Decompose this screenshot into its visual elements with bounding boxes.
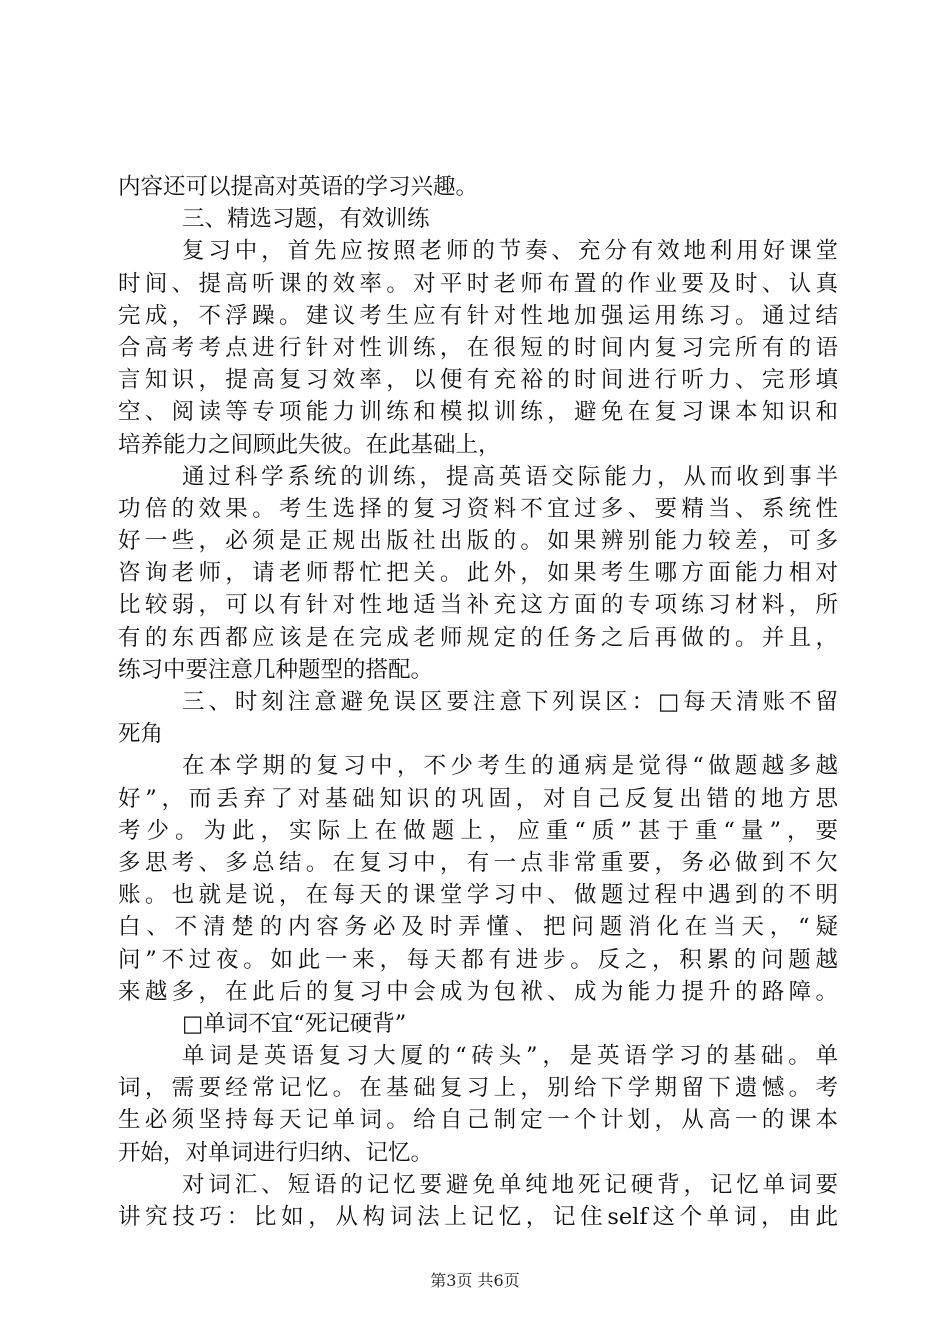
text-line: 复习中，首先应按照老师的节奏、充分有效地利用好课堂 [182, 238, 838, 265]
text-line: 通过科学系统的训练，提高英语交际能力，从而收到事半 [182, 463, 838, 490]
text-line: 来越多，在此后的复习中会成为包袱、成为能力提升的路障。 [118, 978, 838, 1005]
text-line: 好”，而丢弃了对基础知识的巩固，对自己反复出错的地方思 [118, 785, 838, 812]
text-line: 生必须坚持每天记单词。给自己制定一个计划，从高一的课本 [118, 1107, 838, 1134]
text-line: 合高考考点进行针对性训练，在很短的时间内复习完所有的语 [118, 334, 838, 361]
text-line: 好一些，必须是正规出版社出版的。如果辨别能力较差，可多 [118, 528, 838, 555]
text-line: 单词是英语复习大厦的“砖头”，是英语学习的基础。单 [182, 1043, 838, 1070]
section-heading: 三、精选习题，有效训练 [182, 206, 430, 233]
text-line: 死角 [118, 721, 164, 748]
text-line: 词，需要经常记忆。在基础复习上，别给下学期留下遗憾。考 [118, 1075, 838, 1102]
text-line: 完成，不浮躁。建议考生应有针对性地加强运用练习。通过结 [118, 302, 838, 329]
text-line: 培养能力之间顾此失彼。在此基础上， [118, 431, 501, 458]
text-line: 比较弱，可以有针对性地适当补充这方面的专项练习材料，所 [118, 592, 838, 619]
body-text [118, 171, 838, 1233]
text-line: 空、阅读等专项能力训练和模拟训练，避免在复习课本知识和 [118, 399, 838, 426]
text-line: 练习中要注意几种题型的搭配。 [118, 656, 434, 683]
text-line: 账。也就是说，在每天的课堂学习中、做题过程中遇到的不明 [118, 882, 838, 909]
text-line: 多思考、多总结。在复习中，有一点非常重要，务必做到不欠 [118, 849, 838, 876]
text-line: 咨询老师，请老师帮忙把关。此外，如果考生哪方面能力相对 [118, 560, 838, 587]
text-line: 时间、提高听课的效率。对平时老师布置的作业要及时、认真 [118, 270, 838, 297]
text-line: 功倍的效果。考生选择的复习资料不宜过多、要精当、系统性 [118, 495, 838, 522]
text-line: 考少。为此，实际上在做题上，应重“质”甚于重“量”，要 [118, 817, 838, 844]
text-line: 对词汇、短语的记忆要避免单纯地死记硬背，记忆单词要 [182, 1171, 838, 1198]
section-heading: 三、时刻注意避免误区要注意下列误区：□每天清账不留 [182, 689, 838, 715]
text-line: 开始，对单词进行归纳、记忆。 [118, 1139, 434, 1166]
text-line: 白、不清楚的内容务必及时弄懂、把问题消化在当天，“疑 [118, 914, 838, 941]
text-line: 在本学期的复习中，不少考生的通病是觉得“做题越多越 [182, 753, 838, 780]
section-heading: □单词不宜“死记硬背” [182, 1010, 407, 1037]
text-line: 内容还可以提高对英语的学习兴趣。 [118, 174, 479, 200]
page-number: 第3页 共6页 [430, 1271, 520, 1290]
text-line: 讲究技巧：比如，从构词法上记忆，记住self这个单词，由此 [118, 1204, 838, 1230]
text-line: 问”不过夜。如此一来，每天都有进步。反之，积累的问题越 [118, 946, 838, 973]
text-line: 言知识，提高复习效率，以便有充裕的时间进行听力、完形填 [118, 367, 838, 394]
text-line: 有的东西都应该是在完成老师规定的任务之后再做的。并且， [118, 624, 838, 651]
